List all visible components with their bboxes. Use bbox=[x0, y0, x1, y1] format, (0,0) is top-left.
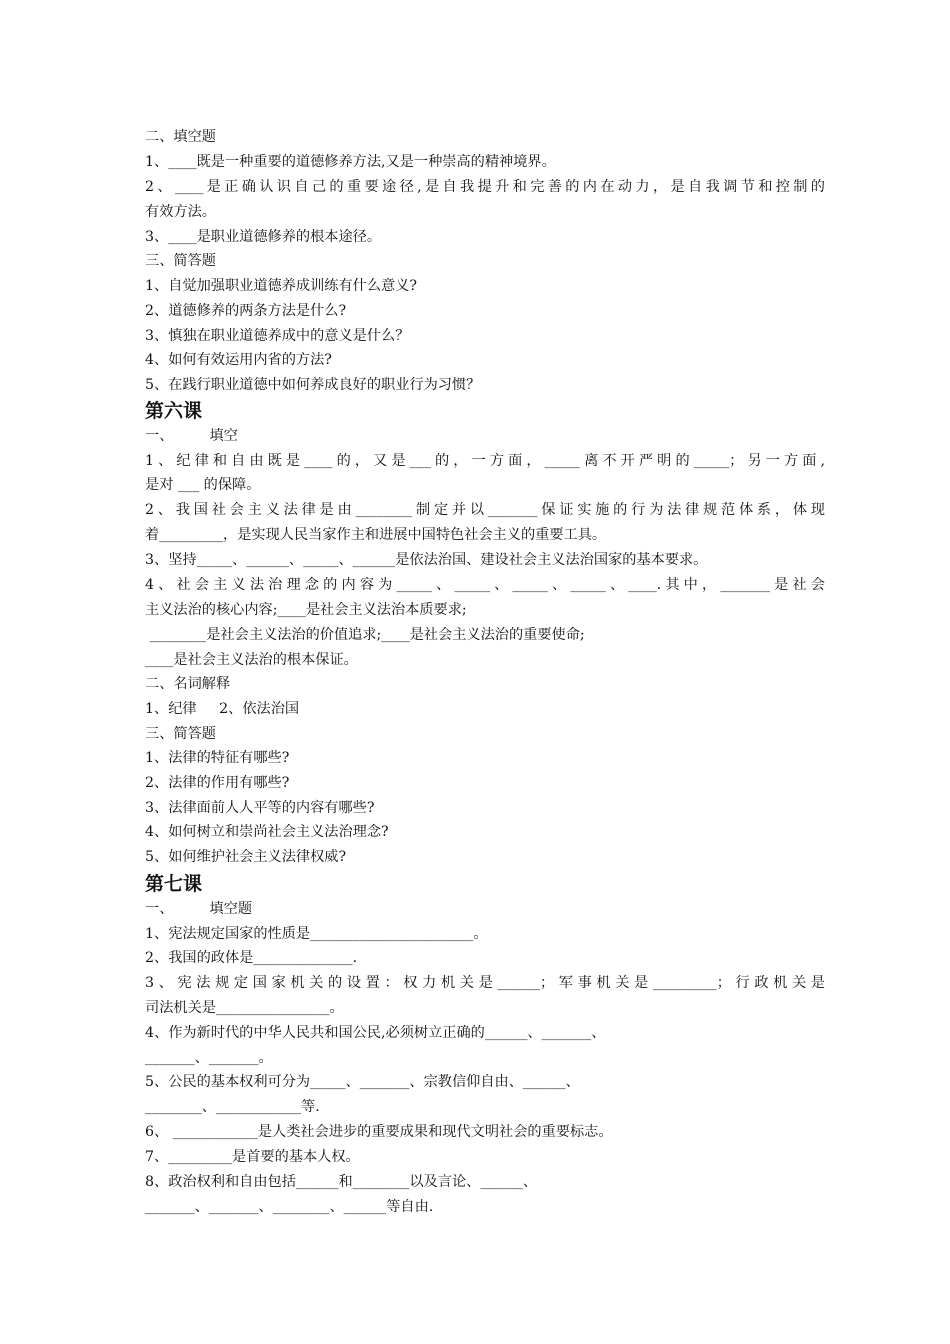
fill-question: 6、 ____________是人类社会进步的重要成果和现代文明社会的重要标志。 bbox=[145, 1124, 613, 1140]
section-heading: 二、名词解释 bbox=[145, 676, 231, 692]
fill-question-continued: ____是社会主义法治的根本保证。 bbox=[145, 652, 358, 668]
section-heading: 三、简答题 bbox=[145, 253, 216, 269]
fill-question-continued: 主义法治的核心内容;____是社会主义法治本质要求; bbox=[145, 602, 467, 618]
fill-question-continued: 有效方法。 bbox=[145, 204, 216, 220]
short-question: 3、法律面前人人平等的内容有哪些? bbox=[145, 800, 375, 816]
short-question: 4、如何有效运用内省的方法? bbox=[145, 352, 332, 368]
lesson-title: 第六课 bbox=[145, 400, 203, 422]
fill-question-continued: _______、_______。 bbox=[145, 1050, 273, 1066]
short-question: 5、在践行职业道德中如何养成良好的职业行为习惯？ bbox=[145, 377, 481, 393]
fill-question: 2、我国的政体是______________. bbox=[145, 950, 358, 966]
fill-question-continued: ________是社会主义法治的价值追求;____是社会主义法治的重要使命; bbox=[145, 627, 585, 643]
section-heading: 二、填空题 bbox=[145, 129, 216, 145]
fill-question-continued: ________、____________等. bbox=[145, 1099, 320, 1115]
section-heading: 三、简答题 bbox=[145, 726, 216, 742]
short-question: 3、慎独在职业道德养成中的意义是什么？ bbox=[145, 328, 410, 344]
lesson-title: 第七课 bbox=[145, 873, 203, 895]
fill-question-continued: 是对 ___ 的保障。 bbox=[145, 477, 261, 493]
fill-question-continued: 着_________，是实现人民当家作主和进展中国特色社会主义的重要工具。 bbox=[145, 527, 607, 543]
fill-question: 2、我国社会主义法律是由________制定并以_______保证实施的行为法律规范体系，体现 bbox=[145, 502, 825, 518]
fill-question: 3、宪法规定国家机关的设置：权力机关是______；军事机关是_________；行政机关是 bbox=[145, 975, 825, 991]
fill-question: 1、____既是一种重要的道德修养方法,又是一种崇高的精神境界。 bbox=[145, 154, 556, 170]
fill-question: 1、宪法规定国家的性质是_______________________。 bbox=[145, 926, 488, 942]
fill-question: 1、纪律和自由既是____的，又是___的，一方面，_____离不开严明的_____；另一方面, bbox=[145, 453, 825, 469]
fill-question: 4、作为新时代的中华人民共和国公民,必须树立正确的______、_______、 bbox=[145, 1025, 606, 1041]
short-question: 5、如何维护社会主义法律权威? bbox=[145, 849, 347, 865]
short-question: 1、法律的特征有哪些? bbox=[145, 750, 290, 766]
fill-question-continued: _______、_______、________、______等自由. bbox=[145, 1199, 434, 1215]
fill-question: 3、坚持_____、______、_____、______是依法治国、建设社会主义法治国家的基本要求。 bbox=[145, 552, 708, 568]
fill-question: 8、政治权利和自由包括______和________以及言论、______、 bbox=[145, 1174, 538, 1190]
short-question: 2、法律的作用有哪些? bbox=[145, 775, 290, 791]
fill-question: 7、_________是首要的基本人权。 bbox=[145, 1149, 360, 1165]
section-heading: 一、 填空题 bbox=[145, 901, 253, 917]
short-question: 2、道德修养的两条方法是什么? bbox=[145, 303, 347, 319]
short-question: 4、如何树立和崇尚社会主义法治理念? bbox=[145, 824, 389, 840]
fill-question: 5、公民的基本权利可分为_____、_______、宗教信仰自由、______、 bbox=[145, 1074, 580, 1090]
fill-question: 4、社会主义法治理念的内容为_____、_____、_____、_____、____.其中，_______是社会 bbox=[145, 577, 825, 593]
fill-question: 3、____是职业道德修养的根本途径。 bbox=[145, 229, 382, 245]
section-heading: 一、 填空 bbox=[145, 428, 238, 444]
fill-question-continued: 司法机关是________________。 bbox=[145, 1000, 344, 1016]
short-question: 1、自觉加强职业道德养成训练有什么意义? bbox=[145, 278, 418, 294]
term-list: 1、纪律 2、依法治国 bbox=[145, 701, 300, 717]
fill-question: 2、____是正确认识自己的重要途径,是自我提升和完善的内在动力，是自我调节和控制的 bbox=[145, 179, 825, 195]
